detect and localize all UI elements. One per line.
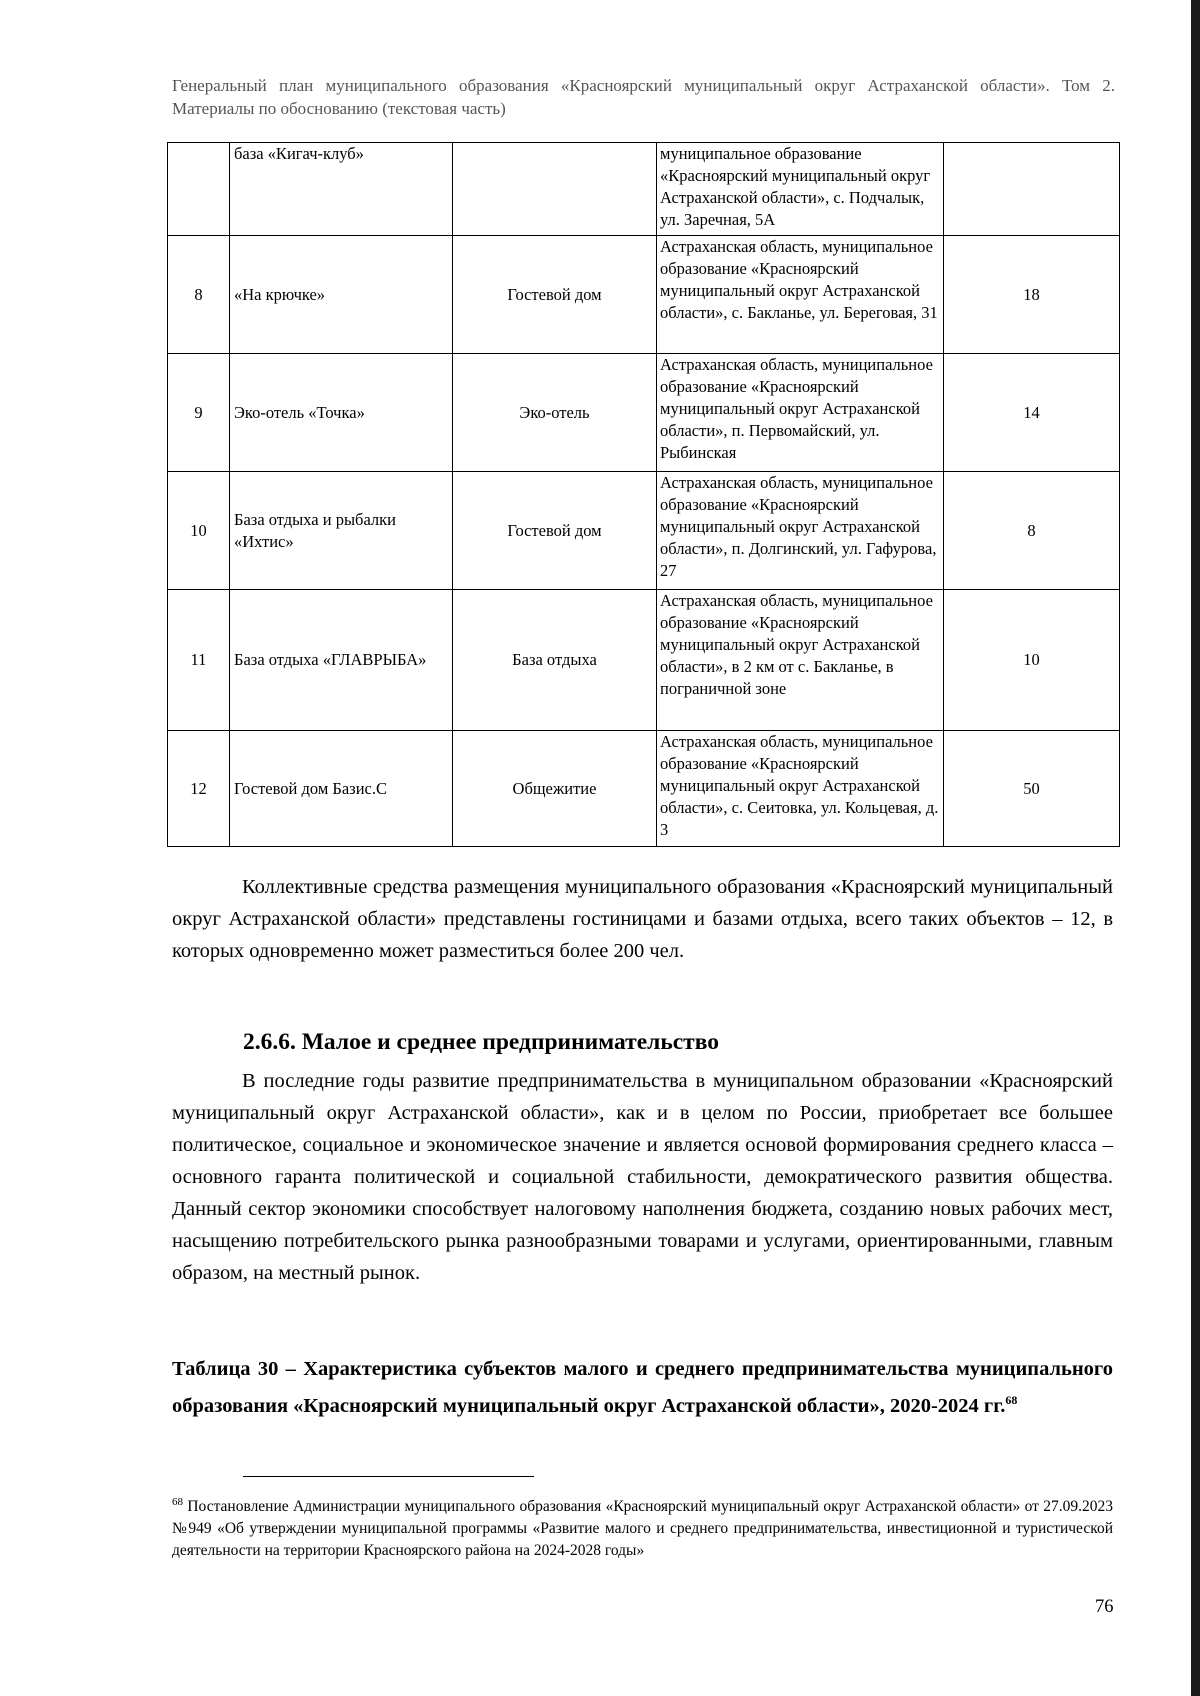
row-number bbox=[168, 143, 230, 236]
object-name: База отдыха «ГЛАВРЫБА» bbox=[230, 590, 453, 731]
object-capacity bbox=[944, 143, 1120, 236]
page-number: 76 bbox=[1095, 1597, 1114, 1617]
object-name: Гостевой дом Базис.С bbox=[230, 731, 453, 847]
footnote-reference: 68 bbox=[1005, 1393, 1018, 1407]
footnote-text: Постановление Администрации муниципального образования «Красноярский муниципальный округ Астраханской области» от 27.09.2023 №949 «Об утверждении муниципальной программы «Развитие малого и среднего предпринимательства, инвестиционной и туристической деятельности на территории Красноярского района на 2024-2028 годы» bbox=[172, 1498, 1114, 1560]
paragraph-text: Коллективные средства размещения муниципального образования «Красноярский муниципальный округ Астраханской области» представлены гостиницами и базами отдыха, всего таких объектов – 12, в которых одновременно может разместиться более 200 чел. bbox=[172, 876, 1113, 962]
object-type: Гостевой дом bbox=[453, 472, 657, 590]
row-number: 12 bbox=[168, 731, 230, 847]
footnote-marker: 68 bbox=[172, 1496, 183, 1508]
page-edge-border bbox=[1191, 0, 1200, 1696]
paragraph-text: В последние годы развитие предпринимательства в муниципальном образовании «Красноярский муниципальный округ Астраханской области», как и в целом по России, приобретает все большее политическое, социальное и экономическое значение и является основой формирования среднего класса – основного гаранта политической и социальной стабильности, демократического развития общества. Данный сектор экономики способствует налоговому наполнения бюджета, созданию новых рабочих мест, насыщению потребительского рынка разнообразными товарами и услугами, ориентированными, главным образом, на местный рынок. bbox=[172, 1070, 1113, 1284]
object-name: «На крючке» bbox=[230, 236, 453, 354]
row-number: 10 bbox=[168, 472, 230, 590]
table-caption bbox=[172, 1354, 1113, 1422]
table-row bbox=[168, 472, 1120, 590]
footnote-separator bbox=[243, 1476, 534, 1477]
row-number: 8 bbox=[168, 236, 230, 354]
object-capacity: 8 bbox=[944, 472, 1120, 590]
object-address: Астраханская область, муниципальное образование «Красноярский муниципальный округ Астраханской области», в 2 км от с. Бакланье, в пограничной зоне bbox=[657, 590, 944, 731]
section-heading: 2.6.6. Малое и среднее предпринимательство bbox=[243, 1029, 720, 1055]
object-type bbox=[453, 143, 657, 236]
object-capacity: 10 bbox=[944, 590, 1120, 731]
table-row bbox=[168, 590, 1120, 731]
table-row bbox=[168, 236, 1120, 354]
table-row bbox=[168, 354, 1120, 472]
object-address: Астраханская область, муниципальное образование «Красноярский муниципальный округ Астраханской области», п. Долгинский, ул. Гафурова, 27 bbox=[657, 472, 944, 590]
object-address: Астраханская область, муниципальное образование «Красноярский муниципальный округ Астраханской области», с. Сеитовка, ул. Кольцевая, д. 3 bbox=[657, 731, 944, 847]
row-number: 11 bbox=[168, 590, 230, 731]
paragraph-accommodation-summary bbox=[172, 871, 1113, 967]
object-capacity: 18 bbox=[944, 236, 1120, 354]
object-name: база «Кигач-клуб» bbox=[230, 143, 453, 236]
object-address: Астраханская область, муниципальное образование «Красноярский муниципальный округ Астраханской области», с. Бакланье, ул. Береговая, 31 bbox=[657, 236, 944, 354]
running-header: Генеральный план муниципального образования «Красноярский муниципальный округ Астраханской области». Том 2. Материалы по обоснованию (текстовая часть) bbox=[172, 76, 1115, 118]
table-caption-text: Таблица 30 – Характеристика субъектов малого и среднего предпринимательства муниципального образования «Красноярский муниципальный округ Астраханской области», 2020-2024 гг. bbox=[172, 1358, 1113, 1417]
object-capacity: 14 bbox=[944, 354, 1120, 472]
table-row bbox=[168, 731, 1120, 847]
object-name: Эко-отель «Точка» bbox=[230, 354, 453, 472]
paragraph-entrepreneurship bbox=[172, 1065, 1113, 1289]
row-number: 9 bbox=[168, 354, 230, 472]
object-address: муниципальное образование «Красноярский муниципальный округ Астраханской области», с. Подчалык, ул. Заречная, 5А bbox=[657, 143, 944, 236]
accommodation-table bbox=[167, 142, 1120, 847]
object-type: Общежитие bbox=[453, 731, 657, 847]
object-type: Гостевой дом bbox=[453, 236, 657, 354]
table-row bbox=[168, 143, 1120, 236]
object-type: База отдыха bbox=[453, 590, 657, 731]
object-address: Астраханская область, муниципальное образование «Красноярский муниципальный округ Астраханской области», п. Первомайский, ул. Рыбинская bbox=[657, 354, 944, 472]
footnote bbox=[172, 1491, 1113, 1562]
object-capacity: 50 bbox=[944, 731, 1120, 847]
object-name: База отдыха и рыбалки «Ихтис» bbox=[230, 472, 453, 590]
object-type: Эко-отель bbox=[453, 354, 657, 472]
